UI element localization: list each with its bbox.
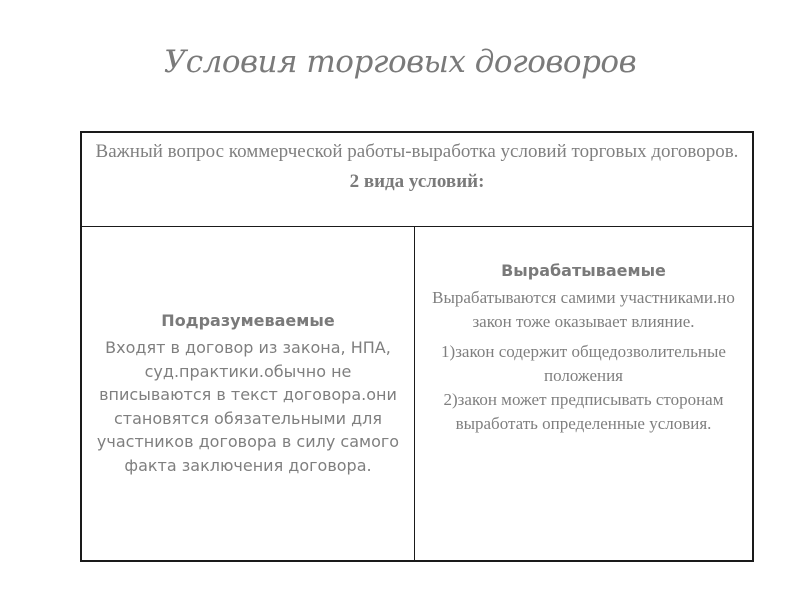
- header-subtitle: 2 вида условий:: [349, 171, 485, 192]
- negotiated-heading: Вырабатываемые: [501, 261, 666, 280]
- negotiated-conditions-cell: [415, 227, 752, 560]
- negotiated-point-1: 1)закон содержит общедозволительные положения: [441, 342, 726, 385]
- implied-heading: Подразумеваемые: [161, 311, 335, 330]
- conditions-table: [80, 131, 754, 562]
- implied-conditions-cell: [82, 227, 415, 560]
- table-header-cell: [82, 133, 752, 227]
- header-text: Важный вопрос коммерческой работы-выработка условий торговых договоров.: [95, 141, 739, 162]
- negotiated-description: Вырабатываются самими участниками.но закон тоже оказывает влияние.: [432, 288, 735, 331]
- implied-description: Входят в договор из закона, НПА, суд.практики.обычно не вписываются в текст договора.они становятся обязательными для участников договора в силу самого факта заключения договора.: [96, 338, 400, 475]
- slide-title: Условия торговых договоров: [163, 44, 637, 80]
- negotiated-point-2: 2)закон может предписывать сторонам выработать определенные условия.: [443, 390, 724, 433]
